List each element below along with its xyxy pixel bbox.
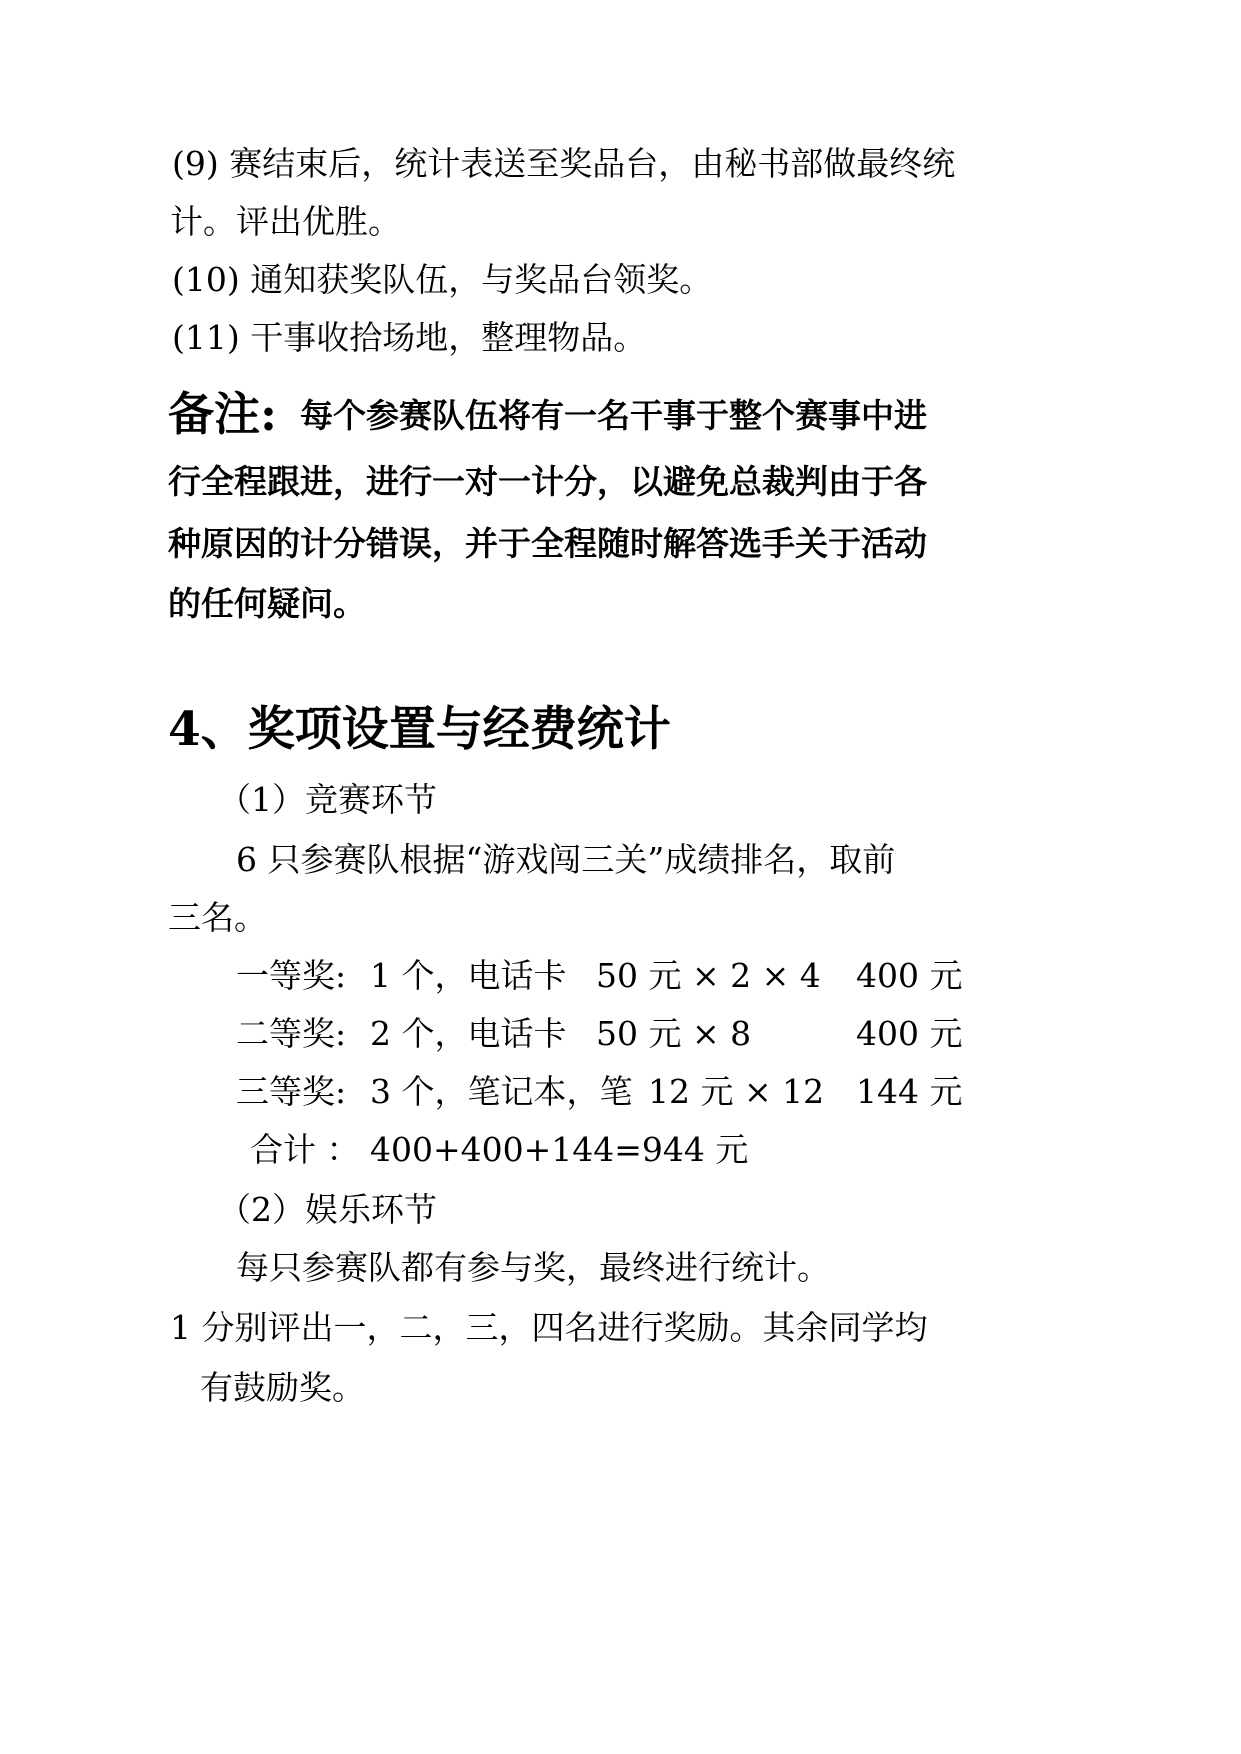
step-11: (11) 干事收拾场地，整理物品。 xyxy=(172,318,647,357)
competition-intro-line-1: 6 只参赛队根据“游戏闯三关”成绩排名，取前 xyxy=(236,840,896,879)
prize-detail: 2 个，电话卡 xyxy=(370,1014,567,1053)
prize-rank: 一等奖: xyxy=(236,956,347,995)
remark-line-4: 的任何疑问。 xyxy=(168,584,366,623)
prize-formula: 12 元 × 12 xyxy=(648,1072,825,1111)
step-9-line-2: 计。评出优胜。 xyxy=(170,202,401,241)
step-10: (10) 通知获奖队伍，与奖品台领奖。 xyxy=(172,260,713,299)
remark-label: 备注: xyxy=(168,387,277,441)
competition-heading: （1）竞赛环节 xyxy=(218,780,437,819)
competition-intro-line-2: 三名。 xyxy=(168,898,267,937)
entertainment-item-1-line-2: 有鼓励奖。 xyxy=(200,1368,365,1407)
prize-rank: 三等奖: xyxy=(236,1072,347,1111)
remark-line-1: 每个参赛队伍将有一名干事于整个赛事中进 xyxy=(300,396,927,435)
remark-line-2: 行全程跟进，进行一对一计分，以避免总裁判由于各 xyxy=(168,462,927,501)
prize-formula: 50 元 × 8 xyxy=(596,1014,752,1053)
competition-total: 合计 ： 400+400+144=944 元 xyxy=(250,1130,749,1169)
prize-amount: 400 元 xyxy=(856,956,963,995)
prize-rank: 二等奖: xyxy=(236,1014,347,1053)
prize-detail: 1 个，电话卡 xyxy=(370,956,567,995)
prize-formula: 50 元 × 2 × 4 xyxy=(596,956,821,995)
entertainment-item-1-line-1: 1 分别评出一，二，三，四名进行奖励。其余同学均 xyxy=(170,1308,928,1347)
entertainment-line-1: 每只参赛队都有参与奖，最终进行统计。 xyxy=(236,1248,830,1287)
prize-detail: 3 个，笔记本，笔 xyxy=(370,1072,633,1111)
entertainment-heading: （2）娱乐环节 xyxy=(218,1190,437,1229)
prize-amount: 144 元 xyxy=(856,1072,963,1111)
prize-amount: 400 元 xyxy=(856,1014,963,1053)
step-9-line-1: (9) 赛结束后，统计表送至奖品台，由秘书部做最终统 xyxy=(172,144,956,183)
section-4-title: 4、奖项设置与经费统计 xyxy=(168,702,671,757)
remark-line-3: 种原因的计分错误，并于全程随时解答选手关于活动 xyxy=(168,524,927,563)
